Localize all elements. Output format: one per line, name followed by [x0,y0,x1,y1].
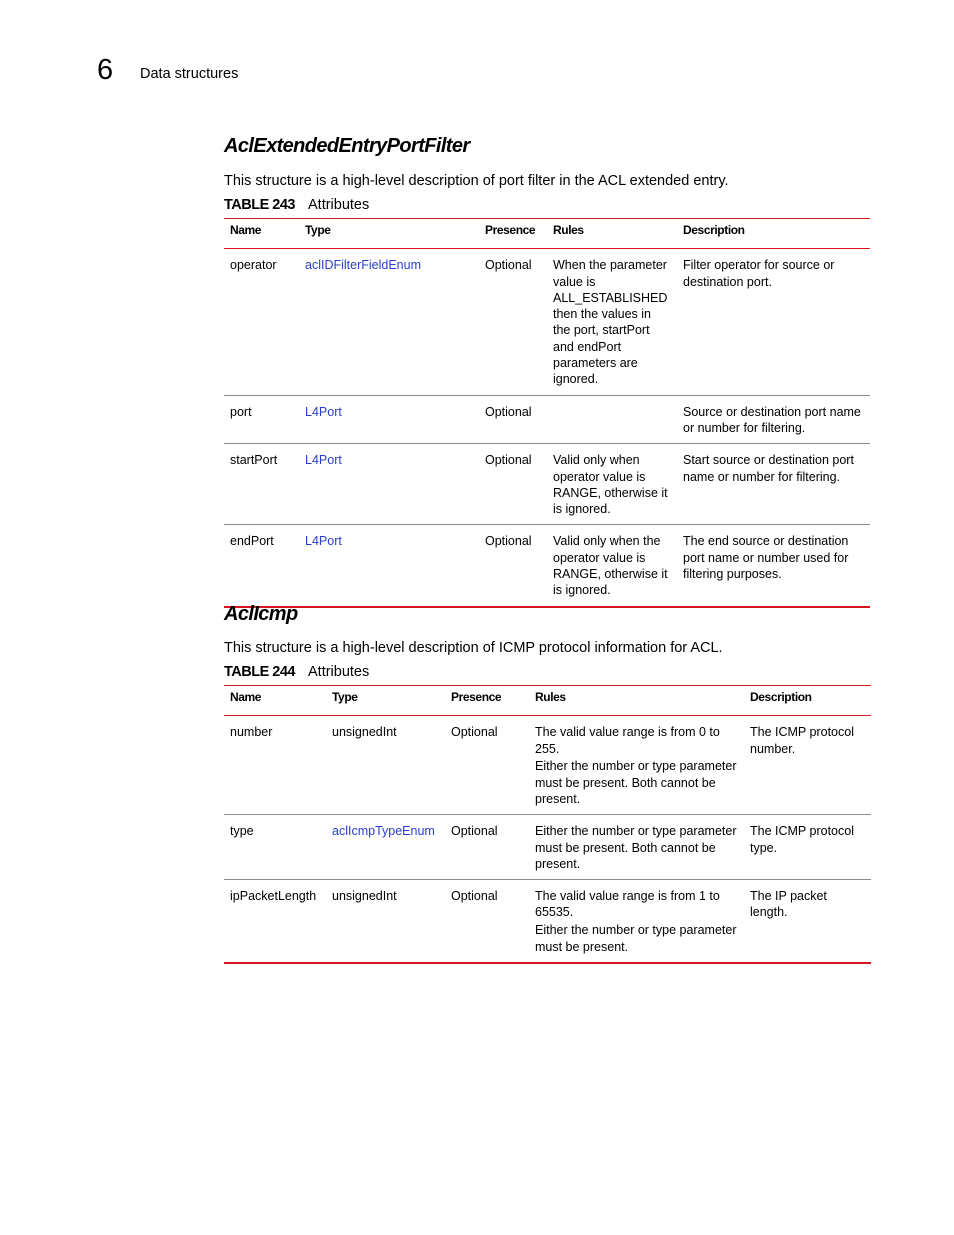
attributes-table-243 [224,218,870,608]
cell-description: Filter operator for source or destination port. [683,258,835,289]
rule-text: The valid value range is from 1 to 65535. [535,889,720,920]
cell-rules [529,716,744,815]
cell-presence: Optional [451,824,498,839]
cell-presence: Optional [451,889,498,904]
rule-text: When the parameter value is ALL_ESTABLISHED then the values in the port, startPort and endPort parameters are ignored. [553,258,668,387]
table-title: Attributes [308,664,370,680]
table-header-row [224,686,871,716]
section-intro: This structure is a high-level description of port filter in the ACL extended entry. [224,173,729,189]
column-header-rules: Rules [535,690,566,704]
table-caption [224,196,870,214]
table-row [224,525,870,607]
table-row [224,395,870,444]
cell-presence: Optional [485,404,532,419]
column-header-rules: Rules [553,223,584,237]
rule-text: Valid only when the operator value is RANGE, otherwise it is ignored. [553,534,668,598]
column-header-type: Type [332,690,358,704]
section-acl-extended-entry-port-filter [224,133,870,608]
rule-text: Either the number or type parameter must be present. Both cannot be present. [535,759,737,806]
cell-description: The end source or destination port name or number used for filtering purposes. [683,534,849,582]
section-intro: This structure is a high-level description of ICMP protocol information for ACL. [224,640,723,656]
column-header-description: Description [683,223,745,237]
cell-rules [547,249,677,395]
cell-presence: Optional [485,258,532,273]
cell-name: ipPacketLength [230,889,317,904]
rule-text: Either the number or type parameter must be present. [535,923,737,954]
cell-name: endPort [230,534,274,549]
table-number: TABLE 244 [224,664,295,680]
table-title: Attributes [308,197,370,213]
cell-rules [529,815,744,880]
cell-presence: Optional [485,534,532,549]
column-header-presence: Presence [485,223,536,237]
column-header-type: Type [305,223,331,237]
type-link[interactable]: L4Port [305,534,342,549]
column-header-name: Name [230,223,262,237]
table-number: TABLE 243 [224,197,295,213]
chapter-title: Data structures [140,66,239,82]
table-row [224,444,870,525]
column-header-presence: Presence [451,690,502,704]
cell-description: The ICMP protocol type. [750,824,854,855]
cell-description: Start source or destination port name or number for filtering. [683,453,854,484]
column-header-name: Name [230,690,262,704]
table-header-row [224,219,870,249]
rule-text: Either the number or type parameter must be present. Both cannot be present. [535,824,737,871]
cell-presence: Optional [451,725,498,740]
cell-rules [547,395,677,444]
table-row [224,249,870,395]
column-header-description: Description [750,690,812,704]
type-link[interactable]: L4Port [305,404,342,419]
rule-text: The valid value range is from 0 to 255. [535,725,720,756]
cell-description: The IP packet length. [750,889,827,920]
table-row [224,815,871,880]
section-acl-icmp [224,601,871,964]
cell-type: unsignedInt [332,725,397,740]
cell-description: The ICMP protocol number. [750,725,854,756]
table-row [224,880,871,963]
cell-name: type [230,824,254,839]
cell-rules [529,880,744,963]
rule-text: Valid only when operator value is RANGE, otherwise it is ignored. [553,453,668,517]
cell-rules [547,525,677,607]
table-row [224,716,871,815]
section-heading: AclIcmp [224,603,298,625]
section-heading: AclExtendedEntryPortFilter [224,135,470,157]
cell-name: startPort [230,453,278,468]
type-link[interactable]: aclIcmpTypeEnum [332,824,435,839]
cell-name: operator [230,258,277,273]
type-link[interactable]: aclIDFilterFieldEnum [305,258,422,273]
cell-rules [547,444,677,525]
cell-name: port [230,404,252,419]
attributes-table-244 [224,685,871,964]
cell-name: number [230,725,273,740]
type-link[interactable]: L4Port [305,453,342,468]
cell-presence: Optional [485,453,532,468]
cell-description: Source or destination port name or number for filtering. [683,404,861,435]
cell-type: unsignedInt [332,889,397,904]
chapter-number: 6 [97,54,114,86]
table-caption [224,663,871,681]
